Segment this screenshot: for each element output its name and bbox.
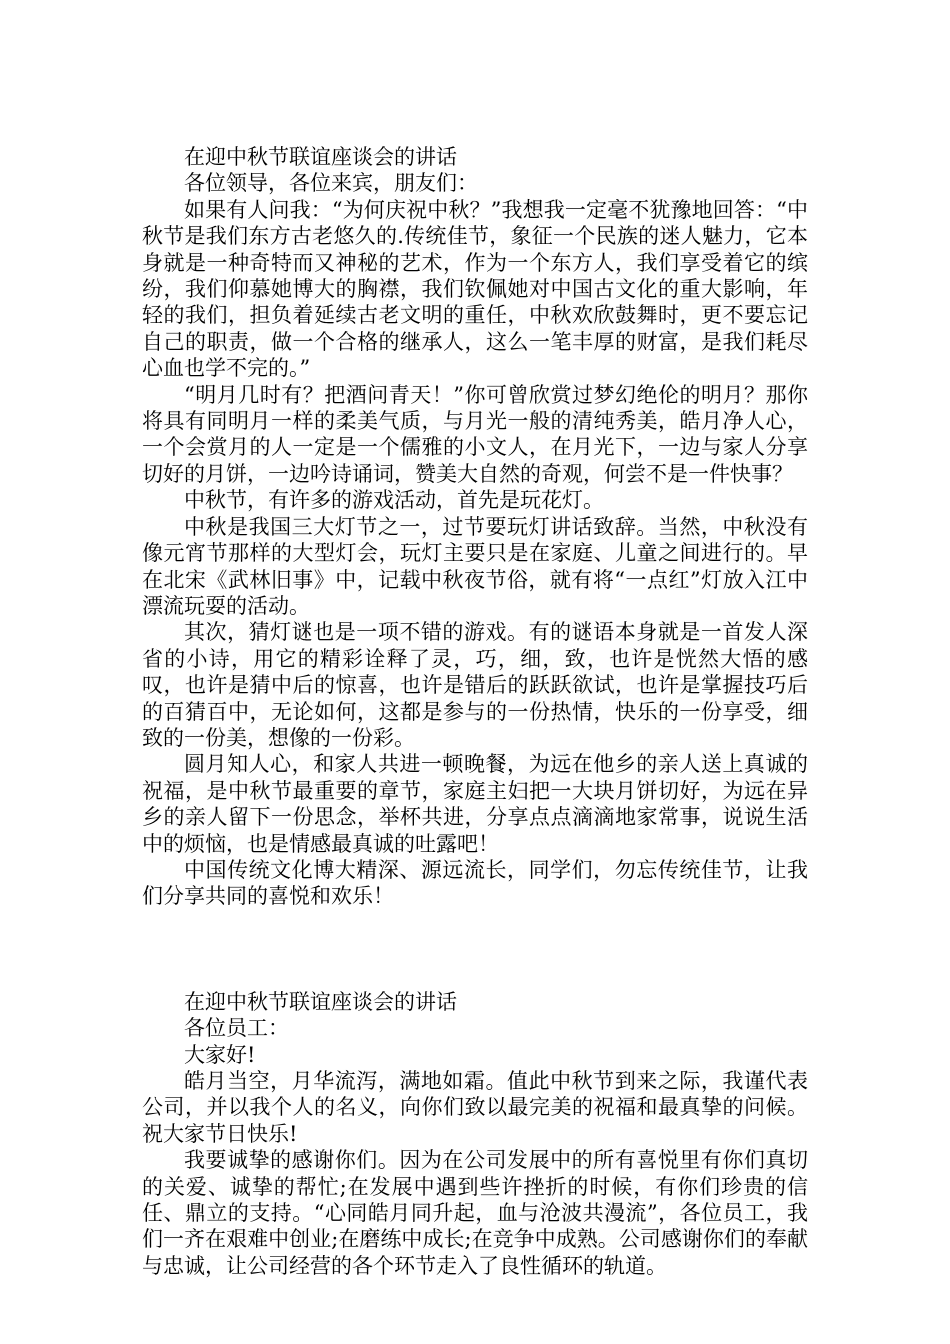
section1-paragraph: 中秋节，有许多的游戏活动，首先是玩花灯。: [184, 488, 604, 513]
section2-paragraph: 皓月当空，月华流泻，满地如霜。值此中秋节到来之际，我谨代表公司，并以我个人的名义，向你们致以最完美的祝福和最真挚的问候。祝大家节日快乐!: [142, 1069, 808, 1146]
section2-greeting: 大家好!: [184, 1042, 256, 1067]
section2-title: 在迎中秋节联谊座谈会的讲话: [184, 989, 457, 1014]
section2-paragraph: 我要诚挚的感谢你们。因为在公司发展中的所有喜悦里有你们真切的关爱、诚挚的帮忙;在发展中遇到些许挫折的时候，有你们珍贵的信任、鼎立的支持。“心同皓月同升起，血与沧波共漫流”，各位员工，我们一齐在艰难中创业;在磨练中成长;在竞争中成熟。公司感谢你们的奉献与忠诚，让公司经营的各个环节走入了良性循环的轨道。: [142, 1148, 808, 1278]
section2-salutation: 各位员工：: [184, 1016, 289, 1041]
document-page: [142, 144, 808, 1279]
section1-title: 在迎中秋节联谊座谈会的讲话: [184, 145, 457, 169]
section1-salutation: 各位领导，各位来宾，朋友们：: [184, 171, 478, 196]
section1-paragraph: “明月几时有？把酒问青天！”你可曾欣赏过梦幻绝伦的明月？那你将具有同明月一样的柔美气质，与月光一般的清纯秀美，皓月净人心，一个会赏月的人一定是一个儒雅的小文人，在月光下，一边与家人分享切好的月饼，一边吟诗诵词，赞美大自然的奇观，何尝不是一件快事？: [142, 382, 808, 486]
section1-paragraph: 中秋是我国三大灯节之一，过节要玩灯讲话致辞。当然，中秋没有像元宵节那样的大型灯会，玩灯主要只是在家庭、儿童之间进行的。早在北宋《武林旧事》中，记载中秋夜节俗，就有将“一点红”灯放入江中漂流玩耍的活动。: [142, 514, 808, 618]
section1-paragraph: 如果有人问我：“为何庆祝中秋？”我想我一定毫不犹豫地回答：“中秋节是我们东方古老悠久的.传统佳节，象征一个民族的迷人魅力，它本身就是一种奇特而又神秘的艺术，作为一个东方人，我们享受着它的缤纷，我们仰慕她博大的胸襟，我们钦佩她对中国古文化的重大影响，年轻的我们，担负着延续古老文明的重任，中秋欢欣鼓舞时，更不要忘记自己的职责，做一个合格的继承人，这么一笔丰厚的财富，是我们耗尽心血也学不完的。”: [142, 197, 808, 381]
section1-paragraph: 其次，猜灯谜也是一项不错的游戏。有的谜语本身就是一首发人深省的小诗，用它的精彩诠释了灵，巧，细，致，也许是恍然大悟的感叹，也许是猜中后的惊喜，也许是错后的跃跃欲试，也许是掌握技巧后的百猜百中，无论如何，这都是参与的一份热情，快乐的一份享受，细致的一份美，想像的一份彩。: [142, 620, 808, 750]
section-spacer: [142, 910, 808, 989]
section1-paragraph: 中国传统文化博大精深、源远流长，同学们，勿忘传统佳节，让我们分享共同的喜悦和欢乐！: [142, 857, 808, 909]
section1-paragraph: 圆月知人心，和家人共进一顿晚餐，为远在他乡的亲人送上真诚的祝福，是中秋节最重要的章节，家庭主妇把一大块月饼切好，为远在异乡的亲人留下一份思念，举杯共进，分享点点滴滴地家常事，说说生活中的烦恼，也是情感最真诚的吐露吧！: [142, 752, 808, 856]
